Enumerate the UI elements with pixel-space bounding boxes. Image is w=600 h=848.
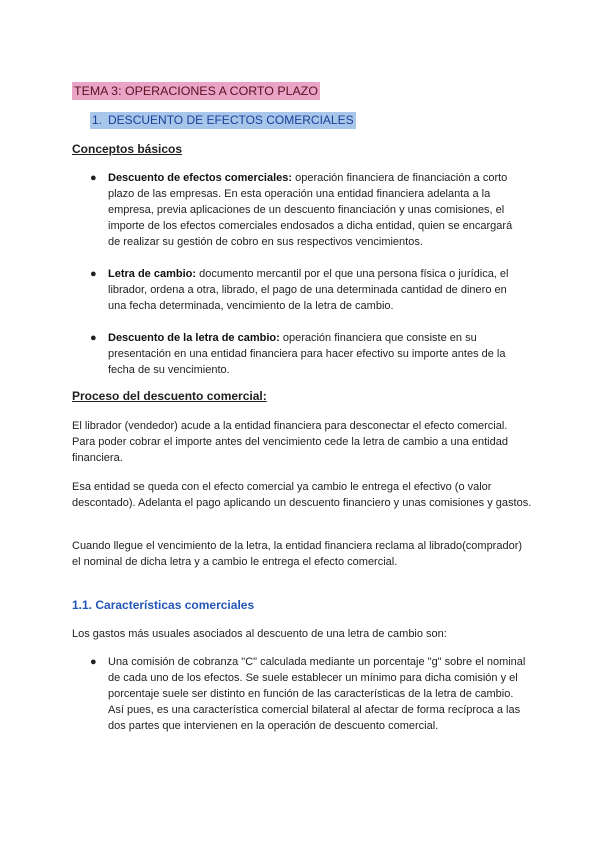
process-paragraph-2: Esa entidad se queda con el efecto comercial ya cambio le entrega el efectivo (o valor descontado). Adelanta el pago aplicando un descuento financiero y unas comisiones y gastos.: [72, 481, 532, 509]
section-1-1-heading: 1.1. Características comerciales: [72, 598, 255, 612]
definition: documento mercantil por el que una persona física o jurídica, el librador, ordena a otra, librado, el pago de una determinada cantidad de dinero en una fecha determinada, vencimiento de la letra de cambio.: [108, 268, 509, 312]
process-paragraph-3: Cuando llegue el vencimiento de la letra, la entidad financiera reclama al librado(comprador) el nominal de dicha letra y a cambio le entrega el efecto comercial.: [72, 540, 523, 568]
bullet: ●: [90, 656, 97, 668]
list-item: Una comisión de cobranza "C" calculada mediante un porcentaje "g" sobre el nominal de cada uno de los efectos. Se suele establecer un mínimo para dicha comisión y el porcentaje suele ser distinto en función de las características de la letra de cambio. Así pues, es una característica comercial bilateral al afectar de forma recíproca a las dos partes que intervienen en la operación de descuento comercial.: [108, 656, 526, 732]
definition: operación financiera de financiación a corto plazo de las empresas. En esta operación una entidad financiera adelanta a la empresa, previa aplicaciones de un descuento financiación y unas comisiones, el importe de los efectos comerciales endosados a dicha entidad, quien se encargará de realizar su gestión de cobro en sus respectivos vencimientos.: [108, 172, 513, 248]
bullet: ●: [90, 172, 97, 184]
bullet: ●: [90, 268, 97, 280]
list-item: [108, 330, 526, 378]
definition: operación financiera que consiste en su presentación en una entidad financiera para hacer efectivo su importe antes de la fecha de su vencimiento.: [108, 332, 506, 376]
process-heading: Proceso del descuento comercial:: [72, 389, 267, 403]
term: Descuento de la letra de cambio:: [108, 332, 280, 344]
section-1-1-intro: Los gastos más usuales asociados al descuento de una letra de cambio son:: [72, 628, 447, 640]
section-1-title: DESCUENTO DE EFECTOS COMERCIALES: [108, 113, 354, 127]
term: Letra de cambio:: [108, 268, 197, 280]
term: Descuento de efectos comerciales:: [108, 172, 293, 184]
process-paragraph-1: El librador (vendedor) acude a la entidad financiera para desconectar el efecto comercial. Para poder cobrar el importe antes del vencimiento cede la letra de cambio a una entidad financiera.: [72, 420, 508, 464]
section-1-heading: [90, 112, 356, 129]
basic-concepts-heading: Conceptos básicos: [72, 142, 183, 156]
section-1-number: 1.: [92, 113, 103, 127]
document-title: TEMA 3: OPERACIONES A CORTO PLAZO: [74, 84, 318, 98]
list-item: [108, 266, 526, 314]
bullet: ●: [90, 332, 97, 344]
list-item: [108, 170, 526, 250]
